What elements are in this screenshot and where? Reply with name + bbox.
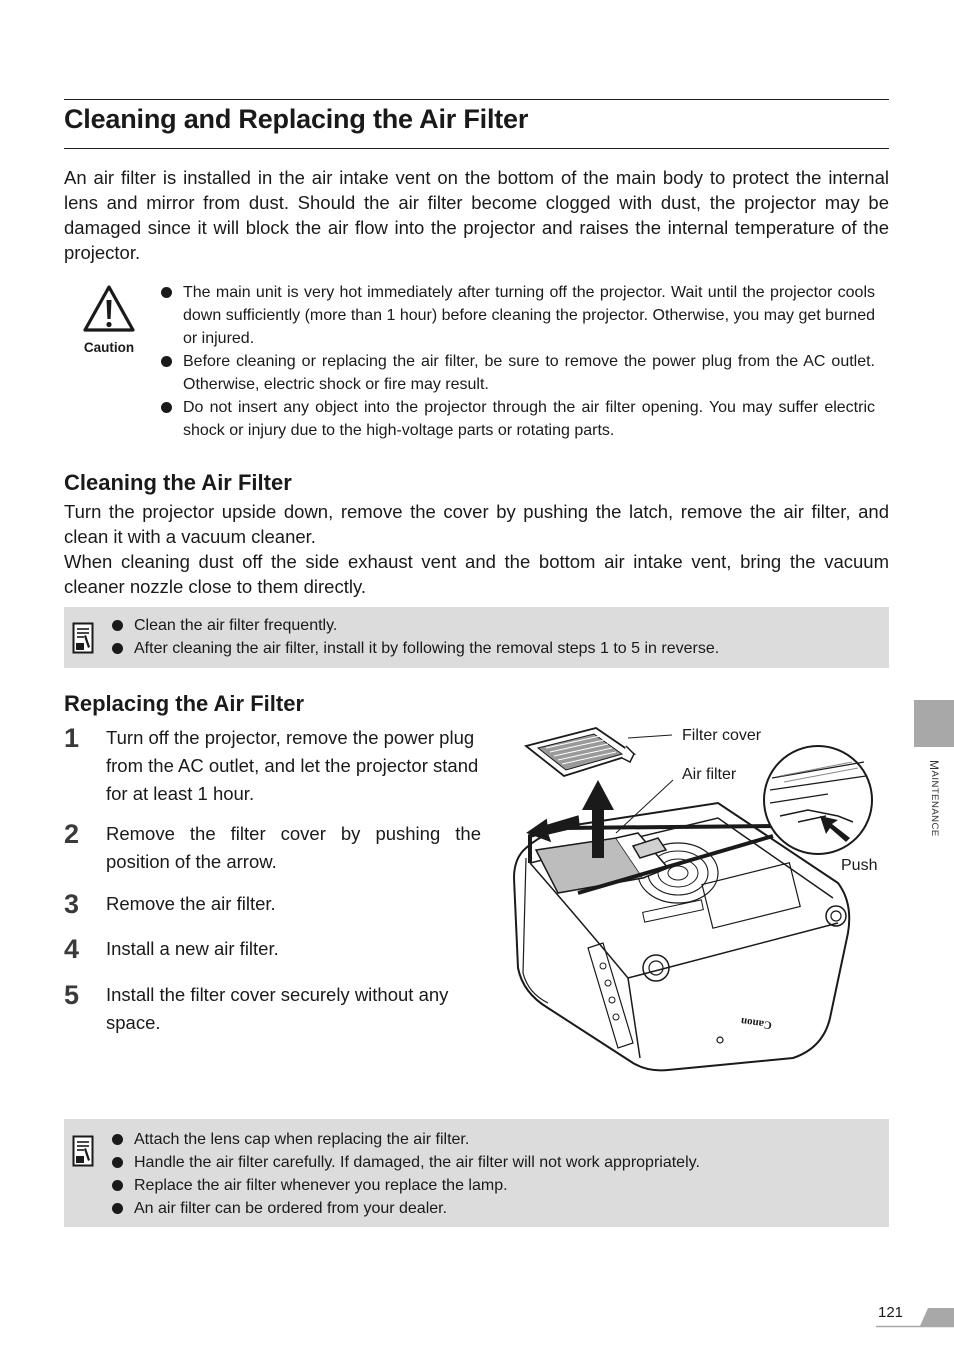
note-item: Handle the air filter carefully. If damaged, the air filter will not work appropriately. (110, 1151, 870, 1174)
note-item: Replace the air filter whenever you replace the lamp. (110, 1174, 870, 1197)
step-number: 1 (64, 723, 80, 753)
step-text: Remove the filter cover by pushing the position of the arrow. (106, 823, 481, 872)
caution-block-icon (74, 284, 144, 355)
step-text: Remove the air filter. (106, 893, 276, 914)
replacing-heading: Replacing the Air Filter (64, 691, 305, 716)
step-text: Turn off the projector, remove the power plug from the AC outlet, and let the projector stand for at least 1 hour. (106, 727, 479, 804)
caution-label: Caution (83, 340, 135, 355)
warning-triangle-icon (82, 284, 136, 334)
push-detail-circle (764, 746, 872, 854)
filter-cover-illustration (526, 728, 634, 776)
page-number: 121 (878, 1304, 904, 1321)
replacing-note-box (64, 1119, 889, 1227)
step-text: Install a new air filter. (106, 938, 279, 959)
intro-paragraph: An air filter is installed in the air intake vent on the bottom of the main body to protect the internal lens and mirror from dust. Should the air filter become clogged with dust, the projector may be damaged since it will block the air flow into the projector and raises the internal temperature of the projector. (64, 167, 889, 263)
caution-list (159, 281, 875, 442)
note-item: Clean the air filter frequently. (110, 614, 870, 637)
label-filter-cover: Filter cover (682, 727, 762, 744)
top-rule (64, 99, 889, 100)
cleaning-paragraph-2: When cleaning dust off the side exhaust vent and the bottom air intake vent, bring the vacuum cleaner nozzle close to them directly. (64, 551, 889, 597)
section-tab-marker (914, 700, 954, 747)
step-number: 5 (64, 980, 80, 1010)
note-item: Attach the lens cap when replacing the air filter. (110, 1128, 870, 1151)
caution-item: The main unit is very hot immediately after turning off the projector. Wait until the projector cools down sufficiently (more than 1 hour) before cleaning the projector. Otherwise, you may get burned or injured. (159, 281, 875, 350)
step-number: 4 (64, 934, 80, 964)
title-underline (64, 148, 889, 149)
cleaning-paragraph-1: Turn the projector upside down, remove the cover by pushing the latch, remove the air filter, and clean it with a vacuum cleaner. (64, 501, 889, 547)
memo-note-icon (72, 622, 94, 654)
brand-logo: Canon (740, 1014, 773, 1032)
step-text: Install the filter cover securely without any space. (106, 984, 449, 1033)
replacing-notes-list (110, 1128, 870, 1220)
step-number: 2 (64, 819, 80, 849)
cleaning-heading: Cleaning the Air Filter (64, 470, 292, 495)
label-air-filter: Air filter (682, 766, 737, 783)
filter-replacement-diagram (508, 718, 898, 1080)
caution-item: Do not insert any object into the projector through the air filter opening. You may suffer electric shock or injury due to the high-voltage parts or rotating parts. (159, 396, 875, 442)
page-title: Cleaning and Replacing the Air Filter (64, 104, 529, 134)
cleaning-note-box (64, 607, 889, 668)
section-tab-label: MAINTENANCE (927, 760, 941, 837)
cleaning-notes-list (110, 614, 870, 660)
caution-item: Before cleaning or replacing the air filter, be sure to remove the power plug from the AC outlet. Otherwise, electric shock or fire may result. (159, 350, 875, 396)
step-number: 3 (64, 889, 80, 919)
memo-note-icon (72, 1135, 94, 1167)
label-push: Push (841, 857, 878, 874)
note-item: After cleaning the air filter, install it by following the removal steps 1 to 5 in reverse. (110, 637, 870, 660)
note-item: An air filter can be ordered from your dealer. (110, 1197, 870, 1220)
